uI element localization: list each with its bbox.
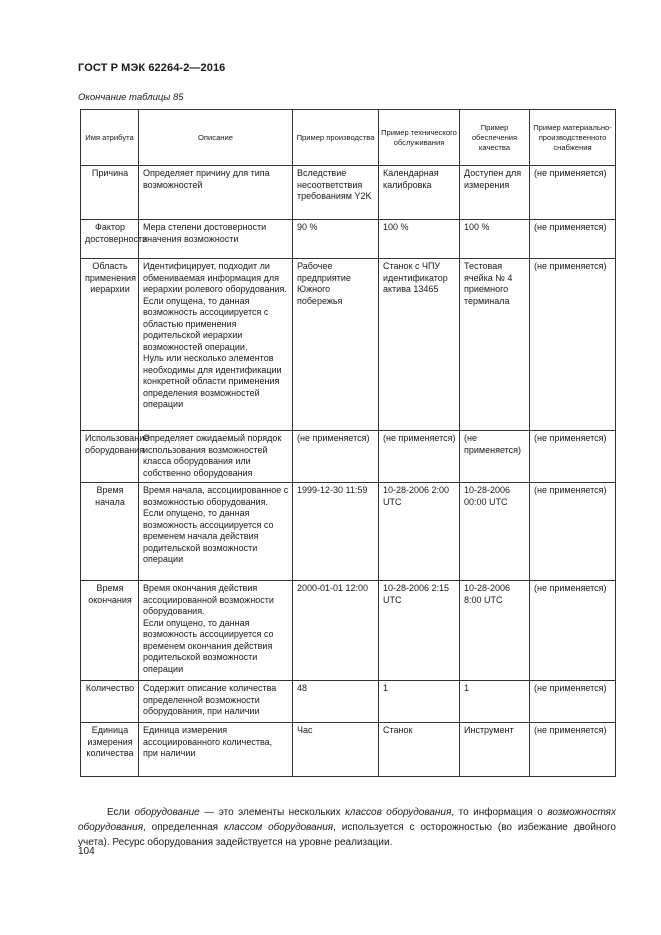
cell-quality: 10-28-2006 00:00 UTC [460, 483, 530, 581]
cell-production: 90 % [293, 220, 379, 259]
cell-attribute: Причина [81, 166, 139, 220]
header-maintenance-example: Пример технического обслуживания [379, 110, 460, 166]
cell-quality: Доступен для измерения [460, 166, 530, 220]
table-header-row [81, 110, 616, 166]
cell-maintenance: Станок с ЧПУ идентификатор актива 13465 [379, 259, 460, 431]
cell-maintenance: (не применяется) [379, 431, 460, 483]
cell-quality: Тестовая ячейка № 4 приемного терминала [460, 259, 530, 431]
table-caption: Окончание таблицы 85 [78, 92, 184, 103]
cell-description: Идентифицирует, подходит ли обмениваемая информация для иерархии ролевого оборудования. Если опущена, то данная возможность ассоциируется с областью применения родительской иерархии возможностей операции. Нуль или несколько элементов необходимы для идентификации конкретной области применения определения возможностей операции [139, 259, 293, 431]
cell-inventory: (не применяется) [530, 723, 616, 777]
cell-inventory: (не применяется) [530, 166, 616, 220]
table-row [81, 483, 616, 581]
note-text-5: , используется с осторожностью (во избежание двойного учета). Ресурс оборудования задействуется на уровне реализации. [78, 822, 616, 848]
cell-inventory: (не применяется) [530, 483, 616, 581]
cell-description: Мера степени достоверности значения возможности [139, 220, 293, 259]
cell-description: Содержит описание количества определенной возможности оборудования, при наличии [139, 681, 293, 723]
cell-description: Определяет ожидаемый порядок использования возможностей класса оборудования или собственно оборудования [139, 431, 293, 483]
cell-description: Единица измерения ассоциированного количества, при наличии [139, 723, 293, 777]
cell-inventory: (не применяется) [530, 681, 616, 723]
cell-production: 1999-12-30 11:59 [293, 483, 379, 581]
cell-inventory: (не применяется) [530, 259, 616, 431]
header-inventory-example: Пример материально-производственного снабжения [530, 110, 616, 166]
cell-production: Вследствие несоответствия требованиям Y2K [293, 166, 379, 220]
table-row [81, 581, 616, 681]
cell-maintenance: Календарная калибровка [379, 166, 460, 220]
table-row [81, 723, 616, 777]
cell-production: 48 [293, 681, 379, 723]
cell-maintenance: 10-28-2006 2:15 UTC [379, 581, 460, 681]
table-row [81, 220, 616, 259]
page-number: 104 [78, 846, 95, 857]
note-term-4: классом оборудования [223, 822, 334, 833]
cell-inventory: (не применяется) [530, 431, 616, 483]
cell-maintenance: 10-28-2006 2:00 UTC [379, 483, 460, 581]
cell-maintenance: 100 % [379, 220, 460, 259]
note-text-4: , определенная [143, 822, 224, 833]
header-attribute-name: Имя атрибута [81, 110, 139, 166]
attributes-table [80, 109, 616, 777]
cell-quality: 1 [460, 681, 530, 723]
table-row [81, 166, 616, 220]
cell-production: 2000-01-01 12:00 [293, 581, 379, 681]
cell-inventory: (не применяется) [530, 581, 616, 681]
cell-description: Определяет причину для типа возможностей [139, 166, 293, 220]
cell-quality: (не применяется) [460, 431, 530, 483]
cell-attribute: Область применения иерархии [81, 259, 139, 431]
footnote-paragraph [78, 805, 616, 850]
cell-production: (не применяется) [293, 431, 379, 483]
cell-attribute: Единица измерения количества [81, 723, 139, 777]
header-production-example: Пример производства [293, 110, 379, 166]
cell-production: Рабочее предприятие Южного побережья [293, 259, 379, 431]
cell-maintenance: 1 [379, 681, 460, 723]
cell-attribute: Использование оборудования [81, 431, 139, 483]
cell-attribute: Количество [81, 681, 139, 723]
cell-production: Час [293, 723, 379, 777]
header-quality-example: Пример обеспечения качества [460, 110, 530, 166]
cell-description: Время окончания действия ассоциированной возможности оборудования. Если опущено, то данная возможность ассоциируется со временем окончания действия родительской возможности операции [139, 581, 293, 681]
note-term-2: классов оборудования [345, 807, 452, 818]
cell-maintenance: Станок [379, 723, 460, 777]
cell-quality: Инструмент [460, 723, 530, 777]
note-term-3: возможностях оборудования [78, 807, 616, 833]
note-term-1: оборудование [134, 807, 200, 818]
header-description: Описание [139, 110, 293, 166]
cell-inventory: (не применяется) [530, 220, 616, 259]
note-text-2: — это элементы нескольких [199, 807, 346, 818]
cell-attribute: Фактор достоверности [81, 220, 139, 259]
cell-attribute: Время начала [81, 483, 139, 581]
cell-quality: 100 % [460, 220, 530, 259]
table-row [81, 259, 616, 431]
cell-attribute: Время окончания [81, 581, 139, 681]
table-row [81, 431, 616, 483]
cell-quality: 10-28-2006 8:00 UTC [460, 581, 530, 681]
cell-description: Время начала, ассоциированное с возможностью оборудования. Если опущено, то данная возможность ассоциируется со временем начала действия родительской возможности операции [139, 483, 293, 581]
note-text-1: Если [107, 807, 135, 818]
note-text-3: , то информация о [451, 807, 548, 818]
document-standard-header: ГОСТ Р МЭК 62264-2—2016 [78, 62, 226, 74]
table-row [81, 681, 616, 723]
